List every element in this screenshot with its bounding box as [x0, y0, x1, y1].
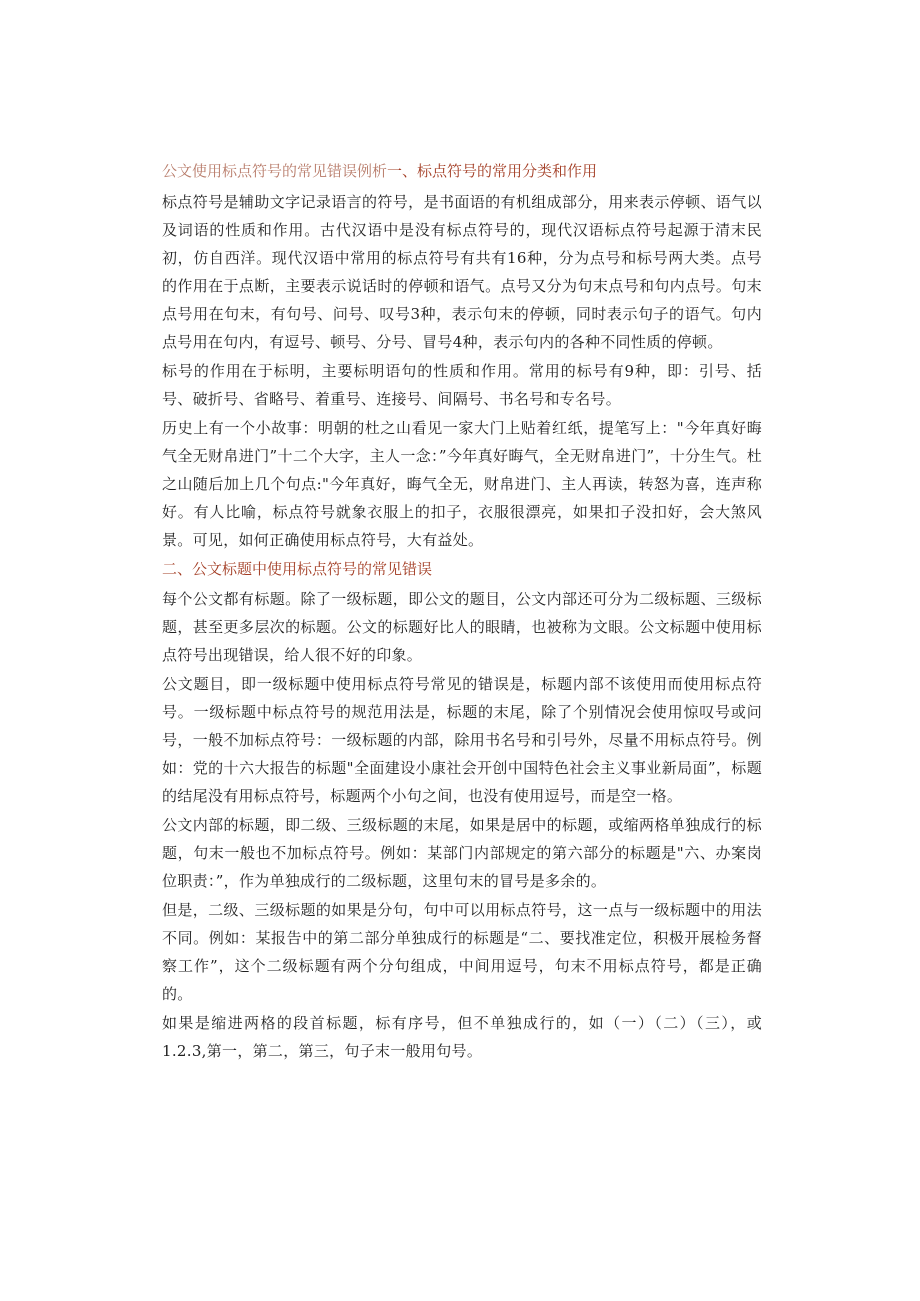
paragraph-first-level-title: 公文题目，即一级标题中使用标点符号常见的错误是，标题内部不该使用而使用标点符号。一级标题中标点符号的规范用法是，标题的末尾，除了个别情况会使用惊叹号或问号，一般不加标点符号：一级标题的内部，除用书名号和引号外，尽量不用标点符号。例如：党的十六大报告的标题"全面建设小康社会开创中国特色社会主义事业新局面”，标题的结尾没有用标点符号，标题两个小句之间，也没有使用逗号，而是空一格。 — [162, 675, 762, 805]
section-1-heading: 一、标点符号的常用分类和作用 — [387, 162, 598, 180]
document-title: 公文使用标点符号的常见错误例析 — [162, 162, 388, 180]
paragraph-clause-titles: 但是，二级、三级标题的如果是分句，句中可以用标点符号，这一点与一级标题中的用法不同。例如：某报告中的第二部分单独成行的标题是“二、要找准定位，积极开展检务督察工作”，这个二级标题有两个分句组成，中间用逗号，句末不用标点符号，都是正确的。 — [162, 901, 762, 1003]
paragraph-punctuation-overview: 标点符号是辅助文字记录语言的符号，是书面语的有机组成部分，用来表示停顿、语气以及词语的性质和作用。古代汉语中是没有标点符号的，现代汉语标点符号起源于清末民初，仿自西洋。现代汉语中常用的标点符号有共有16种，分为点号和标号两大类。点号的作用在于点断，主要表示说话时的停顿和语气。点号又分为句末点号和句内点号。句末点号用在句末，有句号、问号、叹号3种，表示句末的停顿，同时表示句子的语气。句内点号用在句内，有逗号、顿号、分号、冒号4种，表示句内的各种不同性质的停顿。 — [162, 193, 762, 351]
document-page — [162, 154, 762, 1066]
paragraph-historical-story: 历史上有一个小故事：明朝的杜之山看见一家大门上贴着红纸，提笔写上："今年真好晦气全无财帛进门”十二个大字，主人一念：”今年真好晦气，全无财帛进门”，十分生气。杜之山随后加上几个句点:"今年真好，晦气全无，财帛进门、主人再读，转怒为喜，连声称好。有人比喻，标点符号就象衣服上的扣子，衣服很漂亮，如果扣子没扣好，会大煞风景。可见，如何正确使用标点符号，大有益处。 — [162, 419, 762, 549]
paragraph-document-titles: 每个公文都有标题。除了一级标题，即公文的题目，公文内部还可分为二级标题、三级标题，甚至更多层次的标题。公文的标题好比人的眼睛，也被称为文眼。公文标题中使用标点符号出现错误，给人很不好的印象。 — [162, 590, 762, 664]
title-line — [162, 154, 762, 188]
paragraph-inner-titles: 公文内部的标题，即二级、三级标题的末尾，如果是居中的标题，或缩两格单独成行的标题，句末一般也不加标点符号。例如：某部门内部规定的第六部分的标题是"六、办案岗位职责：”，作为单独成行的二级标题，这里句末的冒号是多余的。 — [162, 816, 762, 890]
paragraph-indented-titles: 如果是缩进两格的段首标题，标有序号，但不单独成行的，如（一）（二）（三），或1.2.3,第一，第二，第三，句子末一般用句号。 — [162, 1014, 762, 1060]
paragraph-marks-function: 标号的作用在于标明，主要标明语句的性质和作用。常用的标号有9种，即：引号、括号、破折号、省略号、着重号、连接号、间隔号、书名号和专名号。 — [162, 362, 762, 408]
section-2-heading: 二、公文标题中使用标点符号的常见错误 — [162, 560, 433, 578]
